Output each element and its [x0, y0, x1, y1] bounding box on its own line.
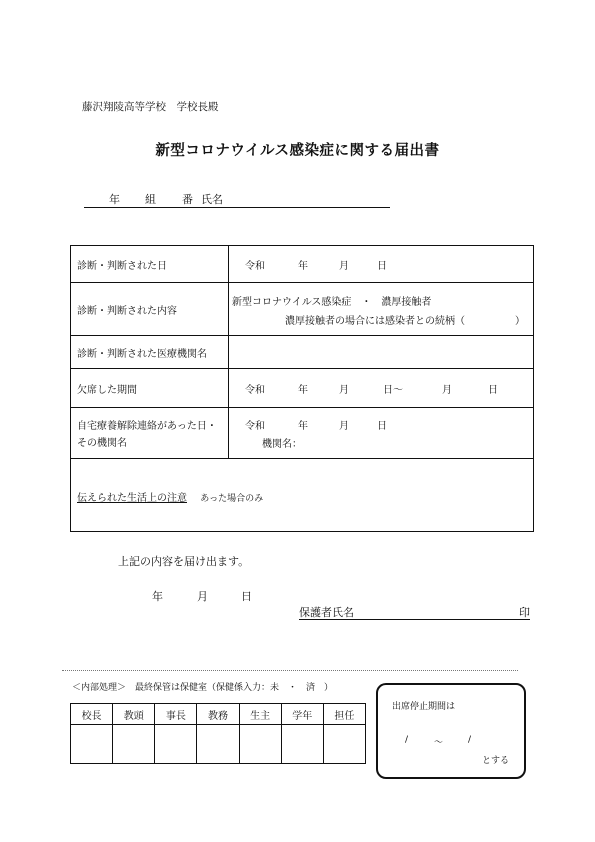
- era-label: 令和: [245, 261, 265, 272]
- notes-subtitle: あった場合のみ: [200, 494, 264, 504]
- stamp-cell[interactable]: [323, 725, 365, 764]
- form-row-diagnosis-content: [71, 283, 534, 336]
- guardian-name-label: 保護者氏名: [299, 606, 354, 619]
- stamp-cell[interactable]: [197, 725, 239, 764]
- notes-title: 伝えられた生活上の注意: [77, 493, 187, 504]
- student-info-line: [84, 191, 390, 208]
- stamp-header: 生主: [239, 704, 281, 725]
- addressee: 藤沢翔陵高等学校 学校長殿: [82, 101, 219, 113]
- relation-label: 濃厚接触者の場合には感染者との続柄（: [285, 315, 465, 327]
- guardian-signature-line[interactable]: [299, 604, 530, 620]
- stamp-cell[interactable]: [71, 725, 113, 764]
- report-form-table: [70, 245, 534, 532]
- student-class-label: 組: [145, 193, 156, 206]
- year-label: 年: [298, 420, 308, 432]
- form-row-diagnosis-date: [71, 246, 534, 283]
- seal-label: 印: [519, 606, 530, 619]
- row-label: 診断・判断された日: [71, 246, 229, 283]
- month-label: 月: [339, 385, 349, 396]
- stamp-header: 学年: [281, 704, 323, 725]
- stamp-header: 教務: [197, 704, 239, 725]
- stamp-cell[interactable]: [113, 725, 155, 764]
- separator-dotted-line: [62, 670, 518, 671]
- student-name-label: 氏名: [201, 193, 223, 206]
- suspension-slash-end: /: [468, 735, 472, 745]
- stamp-header: 校長: [71, 704, 113, 725]
- era-label: 令和: [245, 385, 265, 396]
- year-label: 年: [298, 385, 308, 396]
- sign-year-label: 年: [152, 590, 163, 603]
- stamp-header: 担任: [323, 704, 365, 725]
- stamp-cell[interactable]: [155, 725, 197, 764]
- month-label: 月: [339, 261, 349, 272]
- suspension-title: 出席停止期間は: [392, 702, 456, 712]
- day-end-label: 日: [488, 385, 498, 396]
- stamp-cell[interactable]: [281, 725, 323, 764]
- sign-day-label: 日: [241, 590, 252, 603]
- era-label: 令和: [245, 420, 265, 432]
- life-notes-field[interactable]: [71, 459, 534, 532]
- year-label: 年: [298, 261, 308, 272]
- form-row-absence-period: [71, 369, 534, 408]
- stamp-header: 教頭: [113, 704, 155, 725]
- diagnosis-content-field[interactable]: [229, 283, 534, 336]
- stamp-cell[interactable]: [239, 725, 281, 764]
- form-row-home-recovery: [71, 408, 534, 459]
- month-end-label: 月: [442, 385, 452, 396]
- suspension-end-label: とする: [482, 756, 510, 766]
- agency-label: 機関名：: [262, 438, 302, 450]
- approval-stamp-table: [70, 703, 366, 764]
- row-label: 診断・判断された内容: [71, 283, 229, 336]
- row-label: 欠席した期間: [71, 369, 229, 408]
- suspension-tilde: ～: [434, 738, 444, 748]
- stamp-header: 事長: [155, 704, 197, 725]
- medical-institution-field[interactable]: [229, 336, 534, 369]
- declaration-text: 上記の内容を届け出ます。: [118, 555, 250, 568]
- sign-month-label: 月: [197, 590, 208, 603]
- document-title: 新型コロナウイルス感染症に関する届出書: [155, 143, 440, 159]
- row-label-line1: 自宅療養解除連絡があった日・: [77, 421, 217, 432]
- relation-close: ）: [515, 315, 525, 327]
- home-recovery-field[interactable]: [229, 408, 534, 459]
- day-range-label: 日～: [383, 385, 403, 396]
- form-row-life-notes: [71, 459, 534, 532]
- day-label: 日: [377, 420, 387, 432]
- row-label: [71, 408, 229, 459]
- student-year-label: 年: [109, 193, 120, 206]
- day-label: 日: [377, 261, 387, 272]
- row-label-line2: その機関名: [77, 438, 127, 449]
- absence-period-field[interactable]: [229, 369, 534, 408]
- content-options: 新型コロナウイルス感染症 ・ 濃厚接触者: [232, 296, 432, 308]
- suspension-period-box[interactable]: [376, 683, 526, 779]
- row-label: 診断・判断された医療機関名: [71, 336, 229, 369]
- form-row-medical-institution: [71, 336, 534, 369]
- internal-processing-note: ＜内部処理＞ 最終保管は保健室（保健係入力：未 ・ 済 ）: [72, 683, 334, 693]
- diagnosis-date-field[interactable]: [229, 246, 534, 283]
- student-number-label: 番: [182, 193, 193, 206]
- suspension-slash-start: /: [405, 735, 409, 745]
- month-label: 月: [339, 420, 349, 432]
